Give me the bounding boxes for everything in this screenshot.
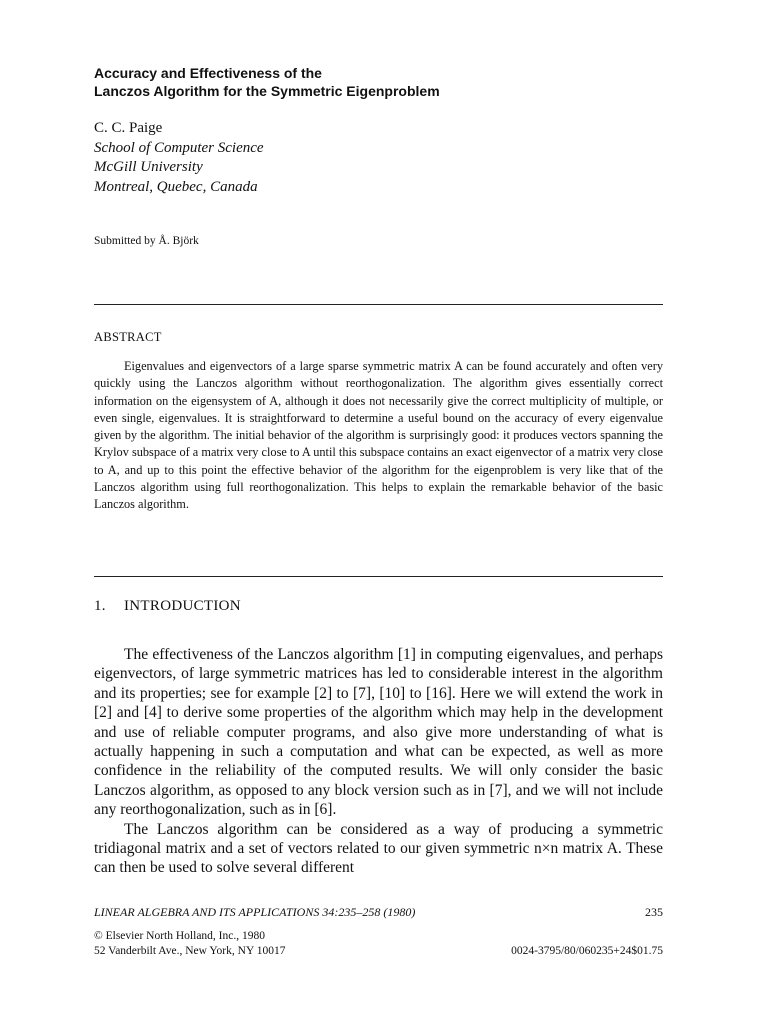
section-title: INTRODUCTION (124, 598, 241, 614)
publisher-footer (94, 929, 663, 959)
body-paragraph-1: The effectiveness of the Lanczos algorithm [1] in computing eigenvalues, and perhaps eigenvectors, of large symmetric matrices has led to considerable interest in the algorithm and its properties; see for example [2] to [7], [10] to [16]. Here we will extend the work in [2] and [4] to derive some properties of the algorithm which may help in the development and use of reliable computer programs, and also give more understanding of what is actually happening in such a computation and what can be expected, as well as more confidence in the reliability of the computed results. We will only consider the basic Lanczos algorithm, as opposed to any block version such as in [7], and we will not include any reorthogonalization, such as in [6]. (94, 646, 663, 819)
author-affiliation-school: School of Computer Science (94, 139, 264, 156)
body-paragraph-2: The Lanczos algorithm can be considered as a way of producing a symmetric tridiagonal matrix and a set of vectors related to our given symmetric n×n matrix A. These can then be used to solve several different (94, 820, 663, 877)
copyright-notice: © Elsevier North Holland, Inc., 1980 (94, 930, 265, 942)
page-number: 235 (645, 905, 663, 919)
author-affiliation-university: McGill University (94, 159, 203, 175)
author-name: C. C. Paige (94, 120, 163, 136)
abstract-heading: ABSTRACT (94, 330, 162, 344)
journal-citation: LINEAR ALGEBRA AND ITS APPLICATIONS 34:235–258 (1980) (94, 905, 416, 919)
paper-title (94, 64, 694, 100)
section-number: 1. (94, 598, 106, 614)
divider-top (94, 304, 663, 305)
author-block (94, 119, 264, 197)
section-heading (94, 598, 241, 615)
abstract-text: Eigenvalues and eigenvectors of a large sparse symmetric matrix A can be found accurately and often very quickly using the Lanczos algorithm without reorthogonalization. The algorithm gives essentially correct information on the eigensystem of A, although it does not necessarily give the correct multiplicity of multiple, or even single, eigenvalues. It is straightforward to determine a useful bound on the accuracy of every eigenvalue given by the algorithm. The initial behavior of the algorithm is surprisingly good: it produces vectors spanning the Krylov subspace of a matrix very close to A until this subspace contains an exact eigenvector of a matrix very close to A, and up to this point the effective behavior of the algorithm for the eigenproblem is very like that of the Lanczos algorithm using full reorthogonalization. This helps to explain the remarkable behavior of the basic Lanczos algorithm. (94, 359, 663, 512)
title-line-2: Lanczos Algorithm for the Symmetric Eigenproblem (94, 83, 440, 99)
author-affiliation-location: Montreal, Quebec, Canada (94, 178, 258, 195)
abstract-body (94, 358, 663, 514)
article-code: 0024-3795/80/060235+24$01.75 (511, 945, 663, 957)
publisher-address: 52 Vanderbilt Ave., New York, NY 10017 (94, 945, 286, 957)
submitted-by: Submitted by Å. Björk (94, 235, 199, 247)
journal-footer (94, 905, 663, 920)
divider-bottom (94, 576, 663, 577)
section-body (94, 645, 663, 878)
title-line-1: Accuracy and Effectiveness of the (94, 65, 322, 81)
